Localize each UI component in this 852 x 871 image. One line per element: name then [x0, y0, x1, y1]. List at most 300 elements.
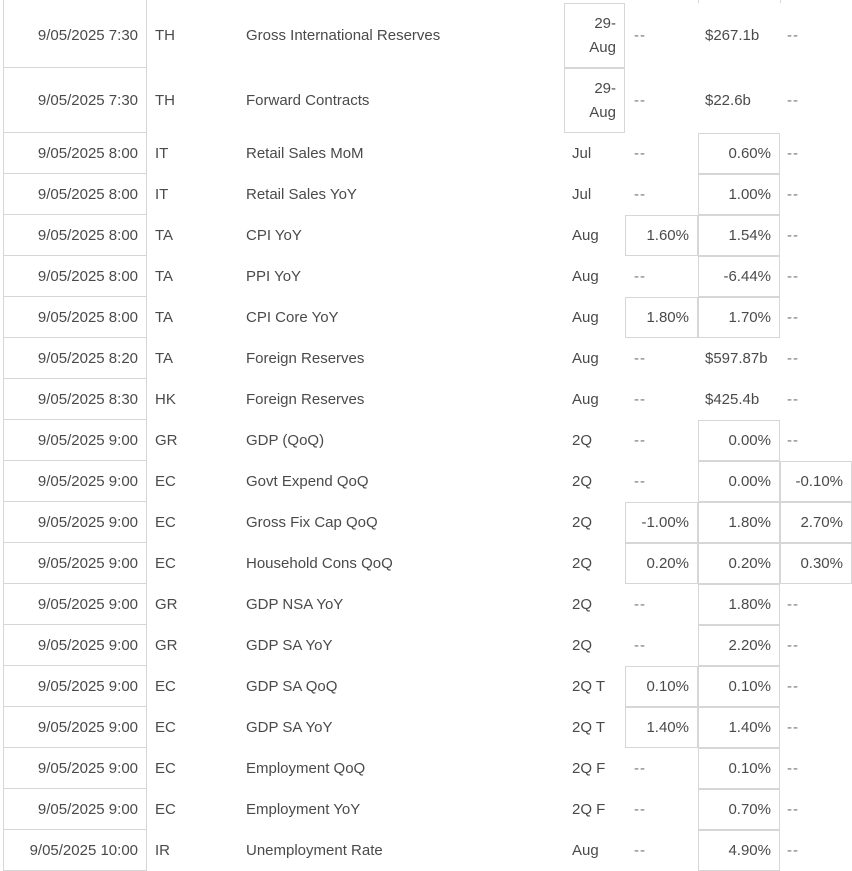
survey-value-text: --	[634, 801, 646, 818]
release-time	[3, 543, 147, 584]
country-code	[155, 338, 235, 379]
survey-value	[625, 461, 698, 502]
actual-value	[698, 133, 780, 174]
survey-value	[625, 502, 698, 543]
prior-value-text: --	[787, 432, 799, 449]
release-time-text: 9/05/2025 8:00	[37, 144, 138, 162]
release-time-text: 9/05/2025 8:30	[37, 390, 138, 408]
country-code	[155, 256, 235, 297]
period-text: Jul	[572, 145, 592, 162]
country-code-text: TA	[155, 350, 174, 367]
period-text: Aug	[572, 350, 599, 367]
actual-value	[698, 338, 780, 379]
period-text: 2Q F	[572, 760, 606, 777]
event-name	[246, 789, 562, 830]
prior-value-text: -0.10%	[795, 473, 843, 490]
prior-value-text: --	[787, 678, 799, 695]
actual-value-text: 1.80%	[728, 596, 771, 613]
country-code-text: GR	[155, 637, 178, 654]
table-row	[3, 338, 852, 379]
actual-value-text: 0.10%	[728, 678, 771, 695]
actual-value	[698, 3, 780, 68]
actual-value	[698, 256, 780, 297]
period	[572, 215, 624, 256]
survey-value-text: --	[634, 760, 646, 777]
release-time	[3, 420, 147, 461]
survey-value-text: --	[634, 268, 646, 285]
country-code-text: TA	[155, 268, 174, 285]
event-name-text: GDP SA YoY	[246, 719, 333, 736]
survey-value	[625, 707, 698, 748]
table-row	[3, 256, 852, 297]
table-row	[3, 174, 852, 215]
event-name-text: Retail Sales YoY	[246, 186, 357, 203]
event-name	[246, 502, 562, 543]
table-row	[3, 707, 852, 748]
prior-value	[780, 3, 852, 68]
prior-value	[780, 420, 852, 461]
period	[572, 789, 624, 830]
period-text: 2Q T	[572, 719, 606, 736]
prior-value	[780, 338, 852, 379]
survey-value	[625, 174, 698, 215]
survey-value-text: 1.60%	[646, 227, 689, 244]
actual-value-text: 0.20%	[728, 555, 771, 572]
survey-value	[625, 584, 698, 625]
economic-calendar-table	[3, 3, 852, 871]
prior-value-text: --	[787, 92, 799, 109]
prior-value	[780, 68, 852, 133]
actual-value-text: 0.00%	[728, 432, 771, 449]
table-row	[3, 420, 852, 461]
table-row	[3, 789, 852, 830]
event-name	[246, 830, 562, 871]
actual-value-text: 0.00%	[728, 473, 771, 490]
table-row	[3, 584, 852, 625]
country-code	[155, 297, 235, 338]
event-name	[246, 338, 562, 379]
survey-value-text: 0.20%	[646, 555, 689, 572]
country-code-text: GR	[155, 432, 178, 449]
country-code-text: EC	[155, 678, 176, 695]
country-code	[155, 502, 235, 543]
country-code	[155, 707, 235, 748]
country-code-text: HK	[155, 391, 176, 408]
release-time	[3, 502, 147, 543]
table-row	[3, 666, 852, 707]
release-time	[3, 174, 147, 215]
prior-value-text: --	[787, 186, 799, 203]
period-text: Aug	[572, 391, 599, 408]
prior-value	[780, 379, 852, 420]
event-name-text: GDP SA QoQ	[246, 678, 338, 695]
release-time	[3, 666, 147, 707]
survey-value	[625, 379, 698, 420]
prior-value	[780, 461, 852, 502]
survey-value-text: --	[634, 842, 646, 859]
table-row	[3, 543, 852, 584]
actual-value-text: $597.87b	[705, 350, 768, 367]
period-text: 2Q	[572, 432, 593, 449]
prior-value-text: --	[787, 350, 799, 367]
period	[572, 625, 624, 666]
table-row	[3, 379, 852, 420]
event-name	[246, 625, 562, 666]
event-name-text: Employment YoY	[246, 801, 361, 818]
actual-value	[698, 68, 780, 133]
actual-value-text: 1.54%	[728, 227, 771, 244]
period-text: 2Q	[572, 473, 593, 490]
release-time-text: 9/05/2025 9:00	[37, 800, 138, 818]
survey-value-text: --	[634, 186, 646, 203]
event-name	[246, 297, 562, 338]
event-name	[246, 68, 562, 133]
period-text: 2Q	[572, 555, 593, 572]
period	[572, 256, 624, 297]
release-time-text: 9/05/2025 7:30	[37, 26, 138, 44]
period	[572, 584, 624, 625]
actual-value	[698, 420, 780, 461]
period	[572, 543, 624, 584]
survey-value	[625, 297, 698, 338]
prior-value-text: --	[787, 227, 799, 244]
period	[572, 133, 624, 174]
event-name-text: PPI YoY	[246, 268, 302, 285]
actual-value-text: 0.10%	[728, 760, 771, 777]
actual-value-text: $22.6b	[705, 92, 751, 109]
actual-value	[698, 174, 780, 215]
event-name	[246, 666, 562, 707]
country-code	[155, 133, 235, 174]
prior-value	[780, 707, 852, 748]
table-row	[3, 748, 852, 789]
actual-value-text: $425.4b	[705, 391, 760, 408]
country-code	[155, 174, 235, 215]
survey-value	[625, 748, 698, 789]
actual-value	[698, 502, 780, 543]
country-code-text: TH	[155, 92, 175, 109]
prior-value	[780, 256, 852, 297]
survey-value	[625, 338, 698, 379]
survey-value	[625, 68, 698, 133]
event-name	[246, 379, 562, 420]
actual-value-text: 4.90%	[728, 842, 771, 859]
country-code	[155, 789, 235, 830]
release-time-text: 9/05/2025 10:00	[29, 841, 138, 859]
survey-value	[625, 3, 698, 68]
event-name	[246, 3, 562, 68]
prior-value	[780, 830, 852, 871]
survey-value-text: -1.00%	[641, 514, 689, 531]
actual-value	[698, 789, 780, 830]
event-name-text: CPI YoY	[246, 227, 302, 244]
period	[572, 707, 624, 748]
event-name-text: Forward Contracts	[246, 92, 370, 109]
event-name	[246, 584, 562, 625]
release-time-text: 9/05/2025 9:00	[37, 636, 138, 654]
actual-value-text: 1.40%	[728, 719, 771, 736]
release-time	[3, 707, 147, 748]
country-code	[155, 379, 235, 420]
country-code-text: EC	[155, 719, 176, 736]
event-name	[246, 707, 562, 748]
survey-value-text: --	[634, 637, 646, 654]
period	[572, 461, 624, 502]
release-time	[3, 379, 147, 420]
period-text: Aug	[572, 842, 599, 859]
period	[572, 420, 624, 461]
release-time-text: 9/05/2025 9:00	[37, 677, 138, 695]
actual-value	[698, 297, 780, 338]
release-time	[3, 133, 147, 174]
survey-value-text: 1.80%	[646, 309, 689, 326]
table-row	[3, 461, 852, 502]
period-text: Jul	[572, 186, 592, 203]
prior-value-text: --	[787, 842, 799, 859]
actual-value-text: $267.1b	[705, 27, 760, 44]
actual-value	[698, 215, 780, 256]
release-time-text: 9/05/2025 8:00	[37, 226, 138, 244]
actual-value	[698, 707, 780, 748]
prior-value	[780, 748, 852, 789]
country-code-text: IT	[155, 145, 169, 162]
release-time	[3, 68, 147, 133]
table-row	[3, 502, 852, 543]
actual-value	[698, 543, 780, 584]
country-code	[155, 625, 235, 666]
survey-value-text: --	[634, 432, 646, 449]
prior-value	[780, 502, 852, 543]
survey-value-text: --	[634, 145, 646, 162]
release-time	[3, 297, 147, 338]
country-code	[155, 830, 235, 871]
event-name-text: GDP (QoQ)	[246, 432, 325, 449]
release-time	[3, 748, 147, 789]
release-time-text: 9/05/2025 9:00	[37, 595, 138, 613]
release-time-text: 9/05/2025 9:00	[37, 513, 138, 531]
survey-value	[625, 133, 698, 174]
event-name-text: CPI Core YoY	[246, 309, 339, 326]
actual-value-text: 1.80%	[728, 514, 771, 531]
survey-value-text: --	[634, 596, 646, 613]
table-row	[3, 215, 852, 256]
period	[572, 297, 624, 338]
prior-value	[780, 215, 852, 256]
country-code	[155, 215, 235, 256]
country-code-text: EC	[155, 514, 176, 531]
release-time	[3, 338, 147, 379]
period-text: 2Q	[572, 596, 593, 613]
survey-value	[625, 215, 698, 256]
country-code	[155, 3, 235, 68]
table-row	[3, 625, 852, 666]
release-time-text: 9/05/2025 8:00	[37, 185, 138, 203]
release-time	[3, 215, 147, 256]
actual-value-text: 2.20%	[728, 637, 771, 654]
country-code	[155, 584, 235, 625]
prior-value-text: --	[787, 801, 799, 818]
event-name	[246, 461, 562, 502]
release-time-text: 9/05/2025 8:00	[37, 267, 138, 285]
survey-value	[625, 256, 698, 297]
period	[564, 68, 625, 133]
release-time	[3, 789, 147, 830]
prior-value-text: --	[787, 391, 799, 408]
period-text: 2Q F	[572, 801, 606, 818]
prior-value	[780, 584, 852, 625]
survey-value-text: --	[634, 27, 646, 44]
event-name-text: Foreign Reserves	[246, 391, 365, 408]
survey-value-text: 1.40%	[646, 719, 689, 736]
prior-value	[780, 543, 852, 584]
survey-value-text: --	[634, 350, 646, 367]
release-time-text: 9/05/2025 9:00	[37, 554, 138, 572]
release-time-text: 9/05/2025 9:00	[37, 759, 138, 777]
period	[572, 748, 624, 789]
survey-value-text: --	[634, 92, 646, 109]
release-time	[3, 584, 147, 625]
country-code	[155, 666, 235, 707]
prior-value-text: --	[787, 760, 799, 777]
actual-value	[698, 830, 780, 871]
country-code	[155, 461, 235, 502]
event-name	[246, 748, 562, 789]
prior-value-text: --	[787, 268, 799, 285]
period-text: 2Q T	[572, 678, 606, 695]
table-row	[3, 68, 852, 133]
country-code	[155, 543, 235, 584]
prior-value-text: --	[787, 637, 799, 654]
release-time-text: 9/05/2025 9:00	[37, 472, 138, 490]
actual-value-text: 1.00%	[728, 186, 771, 203]
period-text: 29- Aug	[589, 79, 616, 121]
table-row	[3, 830, 852, 871]
survey-value	[625, 789, 698, 830]
period	[572, 174, 624, 215]
survey-value	[625, 543, 698, 584]
event-name	[246, 543, 562, 584]
period-text: Aug	[572, 268, 599, 285]
period	[572, 666, 624, 707]
prior-value	[780, 133, 852, 174]
event-name-text: GDP SA YoY	[246, 637, 333, 654]
survey-value	[625, 625, 698, 666]
release-time	[3, 461, 147, 502]
release-time-text: 9/05/2025 8:20	[37, 349, 138, 367]
release-time-text: 9/05/2025 9:00	[37, 431, 138, 449]
table-row	[3, 133, 852, 174]
event-name	[246, 133, 562, 174]
release-time-text: 9/05/2025 9:00	[37, 718, 138, 736]
period-text: Aug	[572, 227, 599, 244]
release-time-text: 9/05/2025 8:00	[37, 308, 138, 326]
prior-value	[780, 174, 852, 215]
country-code	[155, 68, 235, 133]
release-time	[3, 625, 147, 666]
actual-value	[698, 748, 780, 789]
prior-value	[780, 789, 852, 830]
country-code	[155, 748, 235, 789]
survey-value-text: 0.10%	[646, 678, 689, 695]
prior-value	[780, 625, 852, 666]
actual-value-text: 0.60%	[728, 145, 771, 162]
period-text: 2Q	[572, 637, 593, 654]
event-name-text: Unemployment Rate	[246, 842, 383, 859]
event-name-text: Gross Fix Cap QoQ	[246, 514, 378, 531]
event-name	[246, 420, 562, 461]
period	[572, 502, 624, 543]
prior-value-text: --	[787, 27, 799, 44]
release-time	[3, 256, 147, 297]
release-time	[3, 3, 147, 68]
actual-value-text: 1.70%	[728, 309, 771, 326]
survey-value	[625, 666, 698, 707]
period-text: 2Q	[572, 514, 593, 531]
period	[572, 379, 624, 420]
prior-value-text: --	[787, 309, 799, 326]
event-name-text: Foreign Reserves	[246, 350, 365, 367]
actual-value	[698, 584, 780, 625]
country-code-text: TA	[155, 227, 174, 244]
actual-value	[698, 379, 780, 420]
period	[572, 830, 624, 871]
period-text: Aug	[572, 309, 599, 326]
actual-value-text: 0.70%	[728, 801, 771, 818]
country-code-text: IT	[155, 186, 169, 203]
country-code-text: EC	[155, 760, 176, 777]
country-code-text: EC	[155, 555, 176, 572]
event-name	[246, 256, 562, 297]
period	[564, 3, 625, 68]
event-name-text: Employment QoQ	[246, 760, 366, 777]
survey-value-text: --	[634, 473, 646, 490]
event-name-text: Retail Sales MoM	[246, 145, 364, 162]
prior-value-text: --	[787, 145, 799, 162]
release-time-text: 9/05/2025 7:30	[37, 91, 138, 109]
period	[572, 338, 624, 379]
prior-value	[780, 297, 852, 338]
country-code	[155, 420, 235, 461]
table-row	[3, 3, 852, 68]
event-name-text: Govt Expend QoQ	[246, 473, 369, 490]
prior-value-text: --	[787, 719, 799, 736]
country-code-text: IR	[155, 842, 170, 859]
country-code-text: EC	[155, 801, 176, 818]
event-name-text: Gross International Reserves	[246, 27, 441, 44]
country-code-text: EC	[155, 473, 176, 490]
country-code-text: GR	[155, 596, 178, 613]
event-name	[246, 215, 562, 256]
survey-value	[625, 420, 698, 461]
survey-value	[625, 830, 698, 871]
prior-value-text: 0.30%	[800, 555, 843, 572]
event-name-text: GDP NSA YoY	[246, 596, 344, 613]
release-time	[3, 830, 147, 871]
actual-value-text: -6.44%	[723, 268, 771, 285]
country-code-text: TA	[155, 309, 174, 326]
period-text: 29- Aug	[589, 14, 616, 56]
country-code-text: TH	[155, 27, 175, 44]
actual-value	[698, 461, 780, 502]
survey-value-text: --	[634, 391, 646, 408]
actual-value	[698, 625, 780, 666]
prior-value-text: 2.70%	[800, 514, 843, 531]
event-name	[246, 174, 562, 215]
prior-value-text: --	[787, 596, 799, 613]
table-row	[3, 297, 852, 338]
prior-value	[780, 666, 852, 707]
actual-value	[698, 666, 780, 707]
